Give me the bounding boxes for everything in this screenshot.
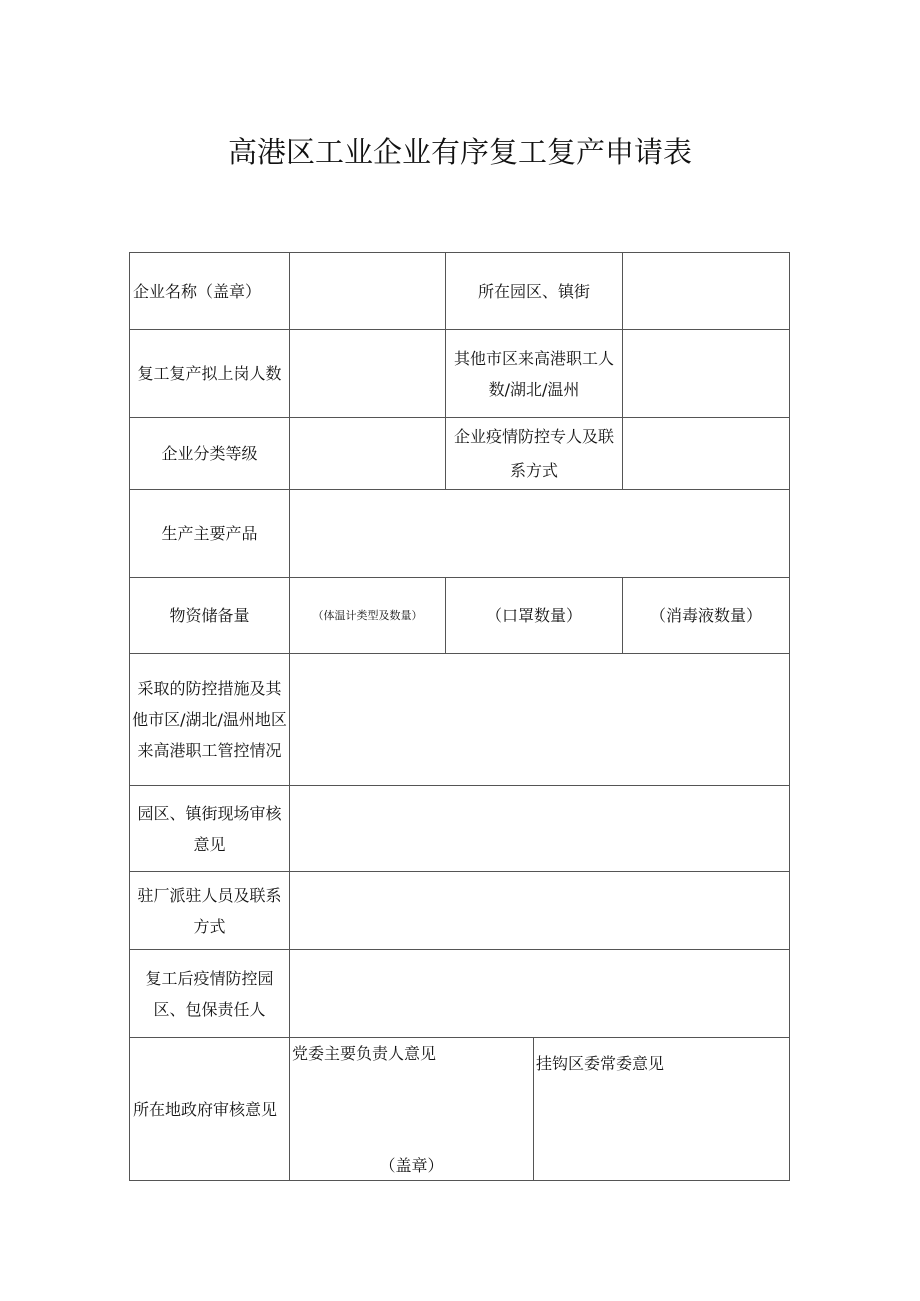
park-review-label: 园区、镇街现场审核意见 — [129, 785, 290, 872]
disinfectant-field[interactable]: （消毒液数量） — [622, 577, 790, 654]
page-title: 高港区工业企业有序复工复产申请表 — [227, 135, 692, 169]
party-opinion-field[interactable] — [289, 1037, 534, 1181]
epidemic-contact-field[interactable] — [622, 417, 790, 490]
supplies-label: 物资储备量 — [129, 577, 290, 654]
post-resumption-label: 复工后疫情防控园区、包保责任人 — [129, 949, 290, 1038]
staff-count-field[interactable] — [289, 329, 446, 418]
post-resumption-field[interactable] — [289, 949, 790, 1038]
standing-committee-field[interactable] — [533, 1037, 790, 1181]
park-review-field[interactable] — [289, 785, 790, 872]
main-products-field[interactable] — [289, 489, 790, 578]
gov-review-label: 所在地政府审核意见 — [129, 1037, 290, 1181]
other-city-staff-field[interactable] — [622, 329, 790, 418]
epidemic-contact-label: 企业疫情防控专人及联系方式 — [445, 417, 623, 490]
company-class-field[interactable] — [289, 417, 446, 490]
staff-count-label: 复工复产拟上岗人数 — [129, 329, 290, 418]
company-name-field[interactable] — [289, 252, 446, 330]
resident-staff-field[interactable] — [289, 871, 790, 950]
party-seal-label: （盖章） — [379, 1156, 444, 1175]
park-town-label: 所在园区、镇街 — [445, 252, 623, 330]
park-town-field[interactable] — [622, 252, 790, 330]
resident-staff-label: 驻厂派驻人员及联系方式 — [129, 871, 290, 950]
mask-field[interactable]: （口罩数量） — [445, 577, 623, 654]
company-name-label: 企业名称（盖章） — [129, 252, 290, 330]
measures-label: 采取的防控措施及其他市区/湖北/温州地区来高港职工管控情况 — [129, 653, 290, 786]
party-opinion-label: 党委主要负责人意见 — [292, 1044, 437, 1063]
standing-committee-label: 挂钩区委常委意见 — [536, 1054, 665, 1073]
other-city-staff-label: 其他市区来高港职工人数/湖北/温州 — [445, 329, 623, 418]
company-class-label: 企业分类等级 — [129, 417, 290, 490]
main-products-label: 生产主要产品 — [129, 489, 290, 578]
measures-field[interactable] — [289, 653, 790, 786]
thermometer-field[interactable]: （体温计类型及数量） — [289, 577, 446, 654]
